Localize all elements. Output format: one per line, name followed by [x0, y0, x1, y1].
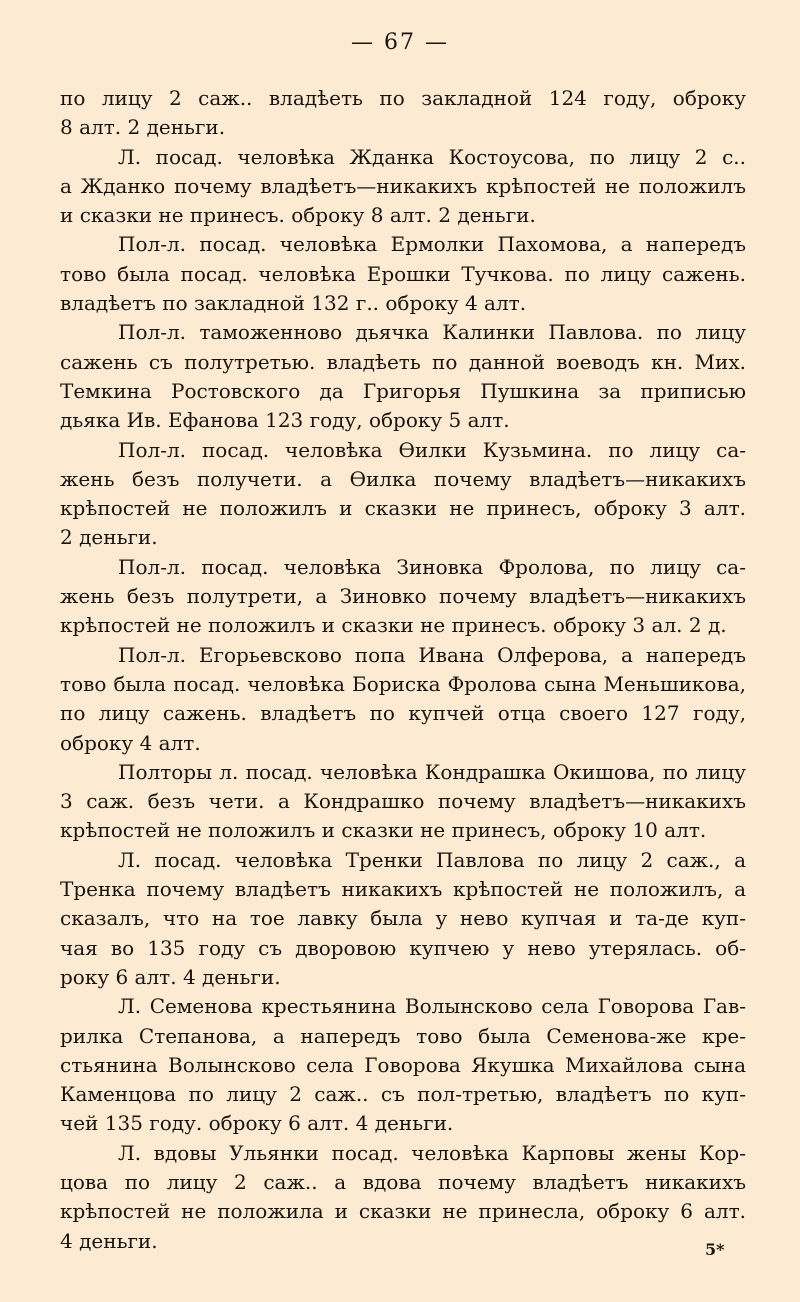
text-line: по лицу сажень. владѣетъ по купчей отца своего 127 году, [60, 701, 746, 726]
text-line: крѣпостей не положилъ и сказки не принесъ. оброку 3 ал. 2 д. [60, 613, 727, 638]
text-line: Л. посад. человѣка Тренки Павлова по лицу 2 саж., а [118, 847, 746, 872]
paragraph [60, 84, 746, 143]
text-line: року 6 алт. 4 деньги. [60, 964, 281, 989]
text-line: крѣпостей не положилъ и сказки не принесъ, оброку 10 алт. [60, 818, 707, 843]
text-line: Тренка почему владѣетъ никакихъ крѣпостей не положилъ, а [60, 877, 746, 902]
paragraph [60, 992, 746, 1138]
paragraph [60, 436, 746, 553]
text-line: Пол-л. таможенново дьячка Калинки Павлова. по лицу [118, 320, 746, 345]
text-line: Пол-л. посад. человѣка Зиновка Фролова, по лицу са- [118, 554, 746, 579]
text-line: и сказки не принесъ. оброку 8 алт. 2 деньги. [60, 203, 536, 228]
text-line: 2 деньги. [60, 525, 158, 550]
text-line: стьянина Волынсково села Говорова Якушка Михайлова сына [60, 1052, 746, 1077]
text-line: тово была посад. человѣка Ерошки Тучкова. по лицу сажень. [60, 261, 746, 286]
text-line: дьяка Ив. Ефанова 123 году, оброку 5 алт. [60, 408, 510, 433]
text-line: Л. вдовы Ульянки посад. человѣка Карповы жены Кор- [118, 1140, 746, 1165]
text-line: жень безъ полутрети, а Зиновко почему владѣетъ—никакихъ [60, 584, 746, 609]
text-line: чая во 135 году съ дворовою купчею у нево утерялась. об- [60, 935, 746, 960]
text-line: оброку 4 алт. [60, 730, 201, 755]
text-line: тово была посад. человѣка Бориска Фролова сына Меньшикова, [60, 671, 746, 696]
text-line: Полторы л. посад. человѣка Кондрашка Окишова, по лицу [118, 759, 746, 784]
text-line: чей 135 году. оброку 6 алт. 4 деньги. [60, 1111, 454, 1136]
paragraph [60, 846, 746, 992]
paragraph [60, 553, 746, 641]
text-line: Л. Семенова крестьянина Волынсково села Говорова Гав- [118, 994, 746, 1019]
text-line: 8 алт. 2 деньги. [60, 115, 226, 140]
paragraph [60, 641, 746, 758]
document-body [60, 84, 746, 1256]
paragraph [60, 758, 746, 846]
text-line: а Жданко почему владѣетъ—никакихъ крѣпостей не положилъ [60, 173, 746, 198]
text-line: Л. посад. человѣка Жданка Костоусова, по лицу 2 с.. [118, 144, 746, 169]
signature-mark: 5* [705, 1240, 725, 1259]
text-line: 3 саж. безъ чети. а Кондрашко почему владѣетъ—никакихъ [60, 789, 746, 814]
text-line: 4 деньги. [60, 1228, 158, 1253]
text-line: крѣпостей не положила и сказки не принесла, оброку 6 алт. [60, 1199, 746, 1224]
text-line: Пол-л. Егорьевсково попа Ивана Олферова, а напередъ [118, 642, 746, 667]
paragraph [60, 318, 746, 435]
text-line: сажень съ полутретью. владѣеть по данной воеводъ кн. Мих. [60, 349, 746, 374]
text-line: сказалъ, что на тое лавку была у нево купчая и та-де куп- [60, 906, 746, 931]
paragraph [60, 1139, 746, 1256]
text-line: по лицу 2 саж.. владѣеть по закладной 124 году, оброку [60, 86, 746, 110]
text-line: Пол-л. посад. человѣка Ермолки Пахомова, а напередъ [118, 232, 746, 257]
text-line: жень безъ получети. а Өилка почему владѣетъ—никакихъ [60, 466, 746, 491]
text-line: рилка Степанова, а напередъ тово была Семенова-же кре- [60, 1023, 746, 1048]
text-line: владѣетъ по закладной 132 г.. оброку 4 алт. [60, 291, 527, 316]
paragraph [60, 230, 746, 318]
text-line: цова по лицу 2 саж.. а вдова почему владѣетъ никакихъ [60, 1169, 746, 1194]
text-line: крѣпостей не положилъ и сказки не принесъ, оброку 3 алт. [60, 496, 746, 521]
paragraph [60, 143, 746, 231]
text-line: Каменцова по лицу 2 саж.. съ пол-третью, владѣетъ по куп- [60, 1082, 746, 1107]
page-number: — 67 — [351, 30, 449, 55]
text-line: Пол-л. посад. человѣка Өилки Кузьмина. по лицу са- [118, 437, 746, 462]
text-line: Темкина Ростовского да Григорья Пушкина за приписью [60, 378, 746, 403]
